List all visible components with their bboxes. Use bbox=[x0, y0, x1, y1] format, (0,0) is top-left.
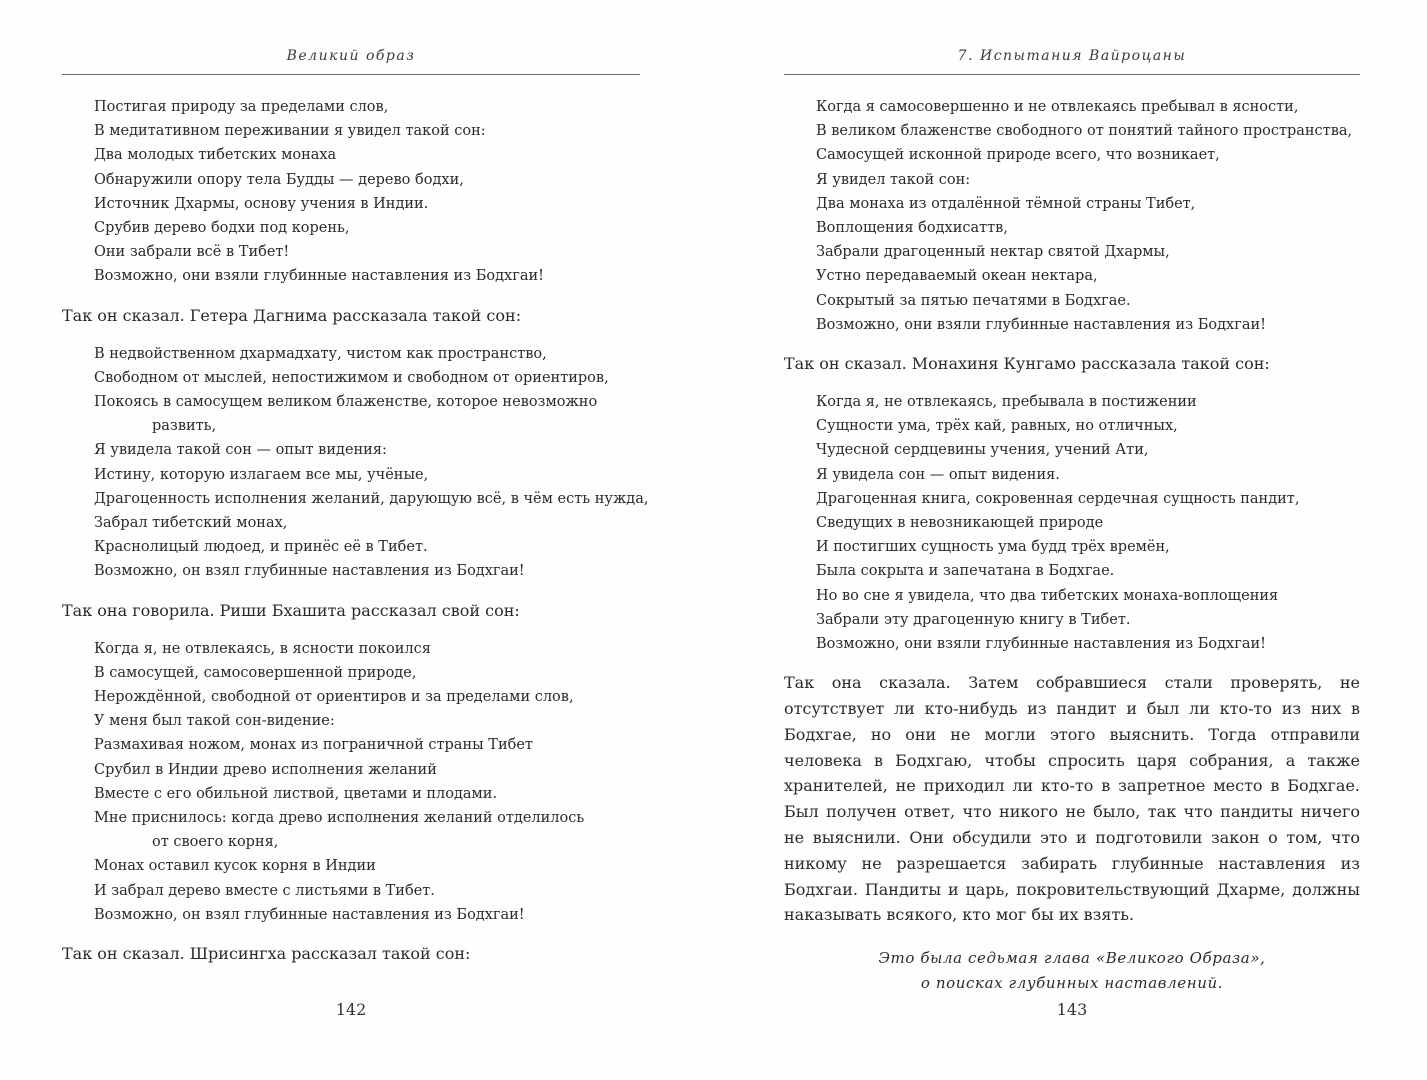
prose-paragraph: Так он сказал. Монахиня Кунгамо рассказала такой сон: bbox=[784, 354, 1270, 374]
verse-line: Истину, которую излагаем все мы, учёные, bbox=[94, 466, 429, 483]
verse-line: Забрали эту драгоценную книгу в Тибет. bbox=[816, 611, 1131, 628]
verse-line: У меня был такой сон-видение: bbox=[94, 713, 335, 730]
verse-line: Когда я, не отвлекаясь, в ясности покоился bbox=[94, 640, 431, 657]
verse-line: Покоясь в самосущем великом блаженстве, которое невозможно bbox=[94, 394, 598, 411]
verse-stanza bbox=[94, 342, 649, 584]
verse-line: Источник Дхармы, основу учения в Индии. bbox=[94, 195, 429, 212]
prose-paragraph: Так она сказала. Затем собравшиеся стали проверять, не отсутствует ли кто-нибудь из пандит и был ли кто-то из них в Бодхгае, но они не могли этого выяснить. Тогда отправили человека в Бодхгаю, чтобы спросить царя собрания, а также хранителей, не приходил ли кто-то в запретное место в Бодхгае. Был получен ответ, что никого не было, так что пандиты ничего не выяснили. Они обсудили это и подготовили закон о том, что никому не разрешается забирать глубинные наставления из Бодхгаи. Пандиты и царь, покровительствующий Дхарме, должны наказывать всякого, кто мог бы их взять. bbox=[784, 673, 1360, 925]
verse-line: Забрал тибетский монах, bbox=[94, 515, 288, 532]
verse-line: Сущности ума, трёх кай, равных, но отличных, bbox=[816, 418, 1178, 435]
page-number: 142 bbox=[335, 1000, 367, 1019]
prose-paragraph: Так он сказал. Гетера Дагнима рассказала такой сон: bbox=[62, 305, 522, 325]
verse-line: В самосущей, самосовершенной природе, bbox=[94, 664, 417, 681]
verse-line: Два молодых тибетских монаха bbox=[94, 147, 337, 164]
verse-line: Сокрытый за пятью печатями в Бодхгае. bbox=[816, 292, 1131, 309]
verse-line: Нерождённой, свободной от ориентиров и за пределами слов, bbox=[94, 689, 574, 706]
verse-stanza bbox=[94, 95, 640, 289]
prose-paragraph: Так он сказал. Шрисингха рассказал такой сон: bbox=[62, 944, 471, 964]
verse-line: Срубив дерево бодхи под корень, bbox=[94, 220, 350, 237]
page-number: 143 bbox=[1056, 1000, 1088, 1019]
verse-line: Сведущих в невозникающей природе bbox=[816, 515, 1104, 532]
verse-line: Когда я самосовершенно и не отвлекаясь пребывал в ясности, bbox=[816, 99, 1299, 115]
verse-line: Краснолицый людоед, и принёс её в Тибет. bbox=[94, 539, 428, 556]
verse-line-continuation: от своего корня, bbox=[152, 834, 279, 851]
verse-line: И постигших сущность ума будд трёх времён, bbox=[816, 539, 1170, 556]
verse-line: Устно передаваемый океан нектара, bbox=[816, 268, 1098, 285]
verse-line: Возможно, они взяли глубинные наставления из Бодхгаи! bbox=[94, 268, 544, 285]
page-body bbox=[62, 95, 649, 980]
colophon-line: Это была седьмая глава «Великого Образа», bbox=[878, 949, 1266, 968]
verse-line: Я увидела сон — опыт видения. bbox=[816, 466, 1060, 483]
verse-line-continuation: развить, bbox=[152, 418, 217, 435]
verse-line: Возможно, они взяли глубинные наставления из Бодхгаи! bbox=[816, 316, 1266, 333]
verse-line: Когда я, не отвлекаясь, пребывала в постижении bbox=[816, 394, 1197, 411]
verse-line: В медитативном переживании я увидел такой сон: bbox=[94, 123, 486, 140]
verse-line: Возможно, он взял глубинные наставления из Бодхгаи! bbox=[94, 563, 525, 580]
verse-line: Забрали драгоценный нектар святой Дхармы, bbox=[816, 244, 1170, 261]
chapter-colophon bbox=[784, 946, 1360, 996]
verse-line: Два монаха из отдалённой тёмной страны Тибет, bbox=[816, 195, 1196, 212]
verse-line: Мне приснилось: когда древо исполнения желаний отделилось bbox=[94, 810, 585, 827]
verse-line: Чудесной сердцевины учения, учений Ати, bbox=[816, 442, 1149, 459]
left-page bbox=[62, 0, 649, 1080]
verse-line: Была сокрыта и запечатана в Бодхгае. bbox=[816, 563, 1115, 580]
verse-line: В недвойственном дхармадхату, чистом как пространство, bbox=[94, 345, 547, 362]
verse-line: Обнаружили опору тела Будды — дерево бодхи, bbox=[94, 171, 464, 188]
header-rule bbox=[784, 74, 1360, 75]
verse-line: Они забрали всё в Тибет! bbox=[94, 244, 290, 261]
page-body bbox=[784, 95, 1360, 996]
prose-paragraph: Так она говорила. Риши Бхашита рассказал свой сон: bbox=[62, 600, 520, 620]
verse-line: Вместе с его обильной листвой, цветами и плодами. bbox=[94, 785, 498, 802]
verse-line: Монах оставил кусок корня в Индии bbox=[94, 858, 376, 875]
running-head: Великий образ bbox=[286, 48, 416, 64]
verse-line: Размахивая ножом, монах из пограничной страны Тибет bbox=[94, 737, 533, 754]
verse-line: Я увидела такой сон — опыт видения: bbox=[94, 442, 387, 459]
verse-line: В великом блаженстве свободного от понятий тайного пространства, bbox=[816, 123, 1353, 140]
verse-stanza bbox=[816, 390, 1360, 656]
verse-line: Возможно, они взяли глубинные наставления из Бодхгаи! bbox=[816, 636, 1266, 653]
verse-stanza bbox=[94, 637, 640, 927]
colophon-line: о поисках глубинных наставлений. bbox=[920, 974, 1224, 993]
verse-line: Воплощения бодхисаттв, bbox=[816, 220, 1008, 237]
running-head: 7. Испытания Вайроцаны bbox=[957, 48, 1187, 64]
verse-line: Срубил в Индии древо исполнения желаний bbox=[94, 761, 437, 778]
verse-line: Самосущей исконной природе всего, что возникает, bbox=[816, 147, 1220, 164]
verse-line: И забрал дерево вместе с листьями в Тибет. bbox=[94, 882, 435, 899]
verse-line: Но во сне я увидела, что два тибетских монаха-воплощения bbox=[816, 587, 1279, 604]
verse-line: Драгоценность исполнения желаний, дарующую всё, в чём есть нужда, bbox=[94, 490, 649, 507]
verse-stanza bbox=[816, 95, 1360, 337]
verse-line: Я увидел такой сон: bbox=[816, 171, 971, 188]
right-page bbox=[784, 0, 1360, 1080]
verse-line: Драгоценная книга, сокровенная сердечная сущность пандит, bbox=[816, 490, 1300, 507]
header-rule bbox=[62, 74, 640, 75]
verse-line: Возможно, он взял глубинные наставления из Бодхгаи! bbox=[94, 906, 525, 923]
verse-line: Постигая природу за пределами слов, bbox=[94, 99, 389, 115]
verse-line: Свободном от мыслей, непостижимом и свободном от ориентиров, bbox=[94, 369, 609, 386]
